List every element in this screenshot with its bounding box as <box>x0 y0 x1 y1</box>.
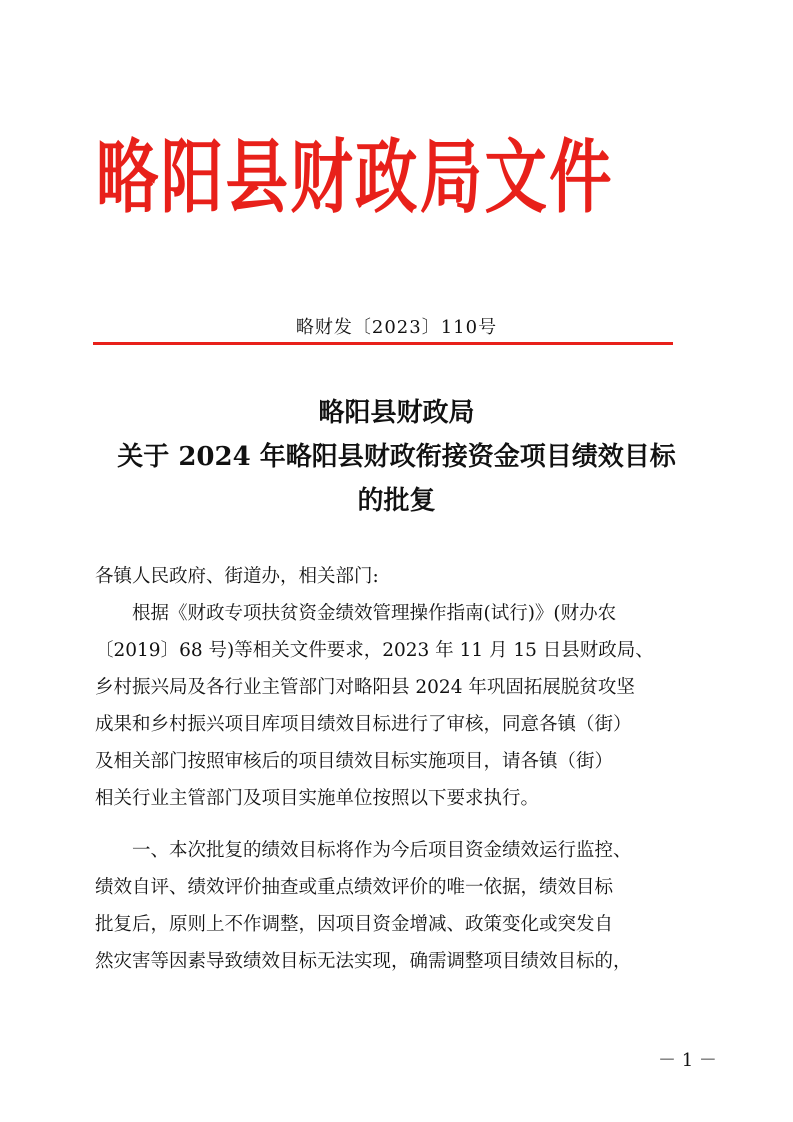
salutation: 各镇人民政府、街道办，相关部门: <box>95 566 379 587</box>
page-number: － 1 － <box>658 1050 717 1071</box>
paragraph-1-line: 相关行业主管部门及项目实施单位按照以下要求执行。 <box>95 788 540 809</box>
paragraph-1-line: 〔2019〕68 号)等相关文件要求，2023 年 11 月 15 日县财政局、 <box>95 640 654 661</box>
paragraph-2-line: 绩效自评、绩效评价抽查或重点绩效评价的唯一依据，绩效目标 <box>95 877 614 898</box>
title-line-2: 关于 2024 年略阳县财政衔接资金项目绩效目标 <box>117 442 676 472</box>
document-number: 略财发〔2023〕110号 <box>295 317 498 338</box>
paragraph-1-line: 乡村振兴局及各行业主管部门对略阳县 2024 年巩固拓展脱贫攻坚 <box>95 677 635 698</box>
paragraph-1-line: 及相关部门按照审核后的项目绩效目标实施项目，请各镇（街） <box>95 751 614 772</box>
paragraph-1-line: 成果和乡村振兴项目库项目绩效目标进行了审核，同意各镇（街） <box>95 714 632 735</box>
paragraph-1-line: 根据《财政专项扶贫资金绩效管理操作指南(试行)》(财办农 <box>132 603 617 624</box>
title-line-3: 的批复 <box>357 486 436 516</box>
red-separator-line <box>93 342 673 345</box>
masthead-title: 略阳县财政局文件 <box>96 131 614 224</box>
title-line-1: 略阳县财政局 <box>318 398 475 428</box>
paragraph-2-line: 然灾害等因素导致绩效目标无法实现，确需调整项目绩效目标的， <box>95 951 632 972</box>
paragraph-2-line: 一、本次批复的绩效目标将作为今后项目资金绩效运行监控、 <box>132 840 632 861</box>
paragraph-2-line: 批复后，原则上不作调整，因项目资金增减、政策变化或突发自 <box>95 914 614 935</box>
